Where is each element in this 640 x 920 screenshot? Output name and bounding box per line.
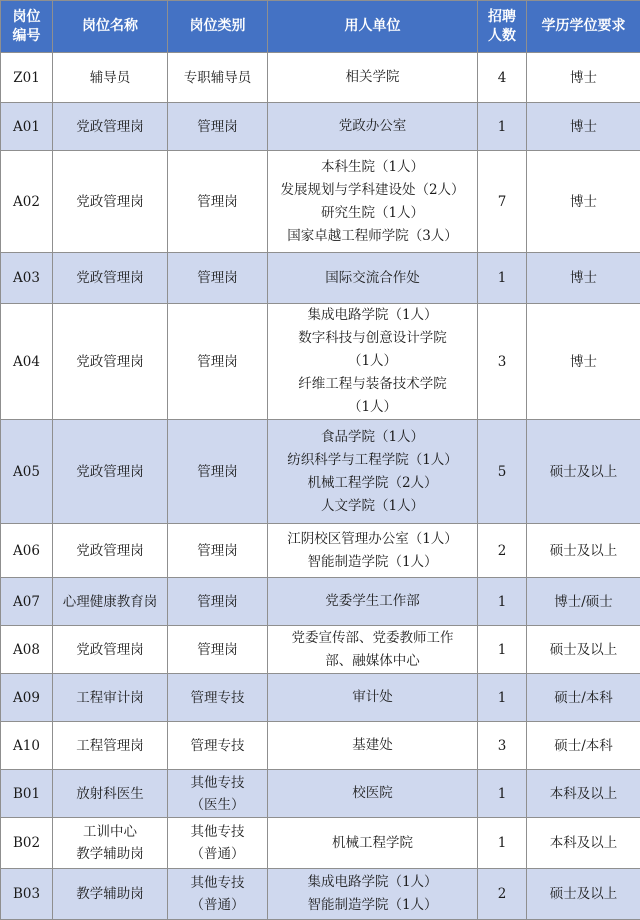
cell-name [53, 626, 168, 674]
header-code [1, 1, 53, 53]
cell-category-line: 专职辅导员 [171, 67, 264, 89]
cell-count: 4 [478, 53, 527, 103]
cell-code: B03 [1, 869, 53, 920]
cell-category [168, 818, 268, 869]
cell-dept-line: 部、融媒体中心 [271, 650, 474, 673]
cell-name [53, 151, 168, 253]
cell-dept-line: 纤维工程与装备技术学院 [271, 373, 474, 396]
cell-category [168, 304, 268, 420]
cell-dept [268, 674, 478, 722]
cell-category [168, 722, 268, 770]
cell-name-line: 党政管理岗 [56, 267, 164, 289]
header-dept: 用人单位 [268, 1, 478, 53]
cell-degree: 博士/硕士 [527, 578, 640, 626]
cell-name [53, 722, 168, 770]
cell-code: A09 [1, 674, 53, 722]
cell-category [168, 253, 268, 304]
cell-degree: 硕士及以上 [527, 420, 640, 524]
cell-dept-line: 江阴校区管理办公室（1人） [271, 528, 474, 551]
cell-dept-line: 基建处 [271, 734, 474, 757]
cell-dept-line: 智能制造学院（1人） [271, 551, 474, 574]
cell-code: A07 [1, 578, 53, 626]
table-row [1, 818, 640, 869]
header-code-line: 编号 [4, 27, 49, 46]
cell-dept [268, 151, 478, 253]
table-row [1, 674, 640, 722]
cell-category [168, 626, 268, 674]
cell-degree: 硕士及以上 [527, 869, 640, 920]
cell-dept-line: 纺织科学与工程学院（1人） [271, 449, 474, 472]
cell-name [53, 578, 168, 626]
cell-name [53, 770, 168, 818]
header-row [1, 1, 640, 53]
table-row [1, 722, 640, 770]
cell-category-line: （普通） [171, 843, 264, 865]
table-row [1, 578, 640, 626]
cell-dept-line: 发展规划与学科建设处（2人） [271, 179, 474, 202]
cell-degree: 硕士及以上 [527, 524, 640, 578]
cell-count: 1 [478, 578, 527, 626]
cell-name-line: 辅导员 [56, 67, 164, 89]
cell-name-line: 工程审计岗 [56, 687, 164, 709]
cell-degree: 博士 [527, 103, 640, 151]
cell-dept-line: 相关学院 [271, 66, 474, 89]
cell-dept-line: 党政办公室 [271, 115, 474, 138]
cell-category [168, 151, 268, 253]
cell-count: 1 [478, 770, 527, 818]
cell-category-line: 其他专技 [171, 872, 264, 894]
cell-dept-line: 集成电路学院（1人） [271, 304, 474, 327]
cell-name-line: 教学辅助岗 [56, 843, 164, 865]
cell-count: 7 [478, 151, 527, 253]
cell-name-line: 心理健康教育岗 [56, 591, 164, 613]
cell-dept-line: 研究生院（1人） [271, 202, 474, 225]
cell-name-line: 放射科医生 [56, 783, 164, 805]
cell-category-line: 管理岗 [171, 540, 264, 562]
cell-dept [268, 722, 478, 770]
cell-category-line: 管理岗 [171, 591, 264, 613]
cell-category-line: （普通） [171, 894, 264, 916]
cell-dept-line: 人文学院（1人） [271, 495, 474, 518]
cell-category [168, 674, 268, 722]
cell-dept [268, 524, 478, 578]
cell-name [53, 53, 168, 103]
cell-count: 1 [478, 674, 527, 722]
cell-name-line: 教学辅助岗 [56, 883, 164, 905]
header-category: 岗位类别 [168, 1, 268, 53]
cell-dept-line: （1人） [271, 350, 474, 373]
header-code-line: 岗位 [4, 8, 49, 27]
cell-dept [268, 253, 478, 304]
header-name: 岗位名称 [53, 1, 168, 53]
cell-name [53, 420, 168, 524]
cell-name-line: 工程管理岗 [56, 735, 164, 757]
cell-category-line: 管理专技 [171, 735, 264, 757]
cell-category-line: 其他专技 [171, 772, 264, 794]
cell-dept-line: 智能制造学院（1人） [271, 894, 474, 917]
cell-dept-line: 数字科技与创意设计学院 [271, 327, 474, 350]
cell-dept-line: 国际交流合作处 [271, 267, 474, 290]
table-row [1, 103, 640, 151]
cell-dept [268, 770, 478, 818]
cell-category-line: 管理岗 [171, 116, 264, 138]
table-body [1, 53, 640, 920]
cell-code: A08 [1, 626, 53, 674]
cell-dept-line: 集成电路学院（1人） [271, 871, 474, 894]
cell-dept-line: 机械工程学院（2人） [271, 472, 474, 495]
cell-dept [268, 420, 478, 524]
cell-count: 1 [478, 253, 527, 304]
cell-category [168, 53, 268, 103]
cell-category-line: 其他专技 [171, 821, 264, 843]
cell-name [53, 304, 168, 420]
table-row [1, 253, 640, 304]
cell-dept [268, 103, 478, 151]
cell-category [168, 420, 268, 524]
cell-code: A04 [1, 304, 53, 420]
cell-name-line: 党政管理岗 [56, 461, 164, 483]
cell-category-line: 管理岗 [171, 267, 264, 289]
cell-code: A01 [1, 103, 53, 151]
cell-category [168, 770, 268, 818]
cell-count: 3 [478, 304, 527, 420]
cell-degree: 硕士/本科 [527, 674, 640, 722]
table-row [1, 304, 640, 420]
cell-category-line: 管理岗 [171, 351, 264, 373]
cell-code: A02 [1, 151, 53, 253]
cell-category [168, 524, 268, 578]
cell-degree: 博士 [527, 53, 640, 103]
cell-dept-line: 本科生院（1人） [271, 156, 474, 179]
table-row [1, 626, 640, 674]
header-count-line: 人数 [481, 27, 523, 46]
cell-name [53, 818, 168, 869]
table-row [1, 770, 640, 818]
cell-category-line: 管理岗 [171, 639, 264, 661]
cell-code: B01 [1, 770, 53, 818]
cell-category-line: 管理专技 [171, 687, 264, 709]
cell-dept-line: 党委宣传部、党委教师工作 [271, 627, 474, 650]
cell-code: A06 [1, 524, 53, 578]
cell-name [53, 869, 168, 920]
cell-name-line: 党政管理岗 [56, 540, 164, 562]
cell-code: A10 [1, 722, 53, 770]
cell-code: A05 [1, 420, 53, 524]
cell-name [53, 103, 168, 151]
cell-dept-line: 党委学生工作部 [271, 590, 474, 613]
cell-name [53, 253, 168, 304]
cell-name [53, 524, 168, 578]
header-degree: 学历学位要求 [527, 1, 640, 53]
cell-count: 2 [478, 869, 527, 920]
cell-degree: 博士 [527, 253, 640, 304]
cell-code: A03 [1, 253, 53, 304]
cell-degree: 本科及以上 [527, 770, 640, 818]
cell-category [168, 103, 268, 151]
cell-dept-line: 校医院 [271, 782, 474, 805]
cell-code: B02 [1, 818, 53, 869]
header-count [478, 1, 527, 53]
cell-degree: 博士 [527, 151, 640, 253]
cell-degree: 本科及以上 [527, 818, 640, 869]
cell-dept [268, 626, 478, 674]
cell-dept [268, 578, 478, 626]
cell-count: 1 [478, 626, 527, 674]
cell-count: 1 [478, 103, 527, 151]
header-count-line: 招聘 [481, 8, 523, 27]
table-row [1, 151, 640, 253]
cell-count: 5 [478, 420, 527, 524]
cell-dept [268, 53, 478, 103]
cell-category [168, 869, 268, 920]
cell-degree: 硕士/本科 [527, 722, 640, 770]
table-row [1, 869, 640, 920]
cell-dept [268, 304, 478, 420]
table-row [1, 53, 640, 103]
cell-dept [268, 818, 478, 869]
cell-name-line: 党政管理岗 [56, 116, 164, 138]
cell-dept-line: 国家卓越工程师学院（3人） [271, 225, 474, 248]
cell-count: 1 [478, 818, 527, 869]
cell-category-line: 管理岗 [171, 461, 264, 483]
cell-dept-line: （1人） [271, 396, 474, 419]
cell-category-line: （医生） [171, 794, 264, 816]
cell-dept-line: 食品学院（1人） [271, 426, 474, 449]
cell-name-line: 党政管理岗 [56, 191, 164, 213]
table-row [1, 524, 640, 578]
cell-degree: 博士 [527, 304, 640, 420]
cell-category [168, 578, 268, 626]
cell-count: 3 [478, 722, 527, 770]
cell-dept [268, 869, 478, 920]
cell-name-line: 党政管理岗 [56, 351, 164, 373]
cell-code: Z01 [1, 53, 53, 103]
table-row [1, 420, 640, 524]
cell-count: 2 [478, 524, 527, 578]
cell-name-line: 党政管理岗 [56, 639, 164, 661]
cell-degree: 硕士及以上 [527, 626, 640, 674]
cell-dept-line: 审计处 [271, 686, 474, 709]
cell-name [53, 674, 168, 722]
cell-dept-line: 机械工程学院 [271, 832, 474, 855]
cell-category-line: 管理岗 [171, 191, 264, 213]
table-header [1, 1, 640, 53]
cell-name-line: 工训中心 [56, 821, 164, 843]
